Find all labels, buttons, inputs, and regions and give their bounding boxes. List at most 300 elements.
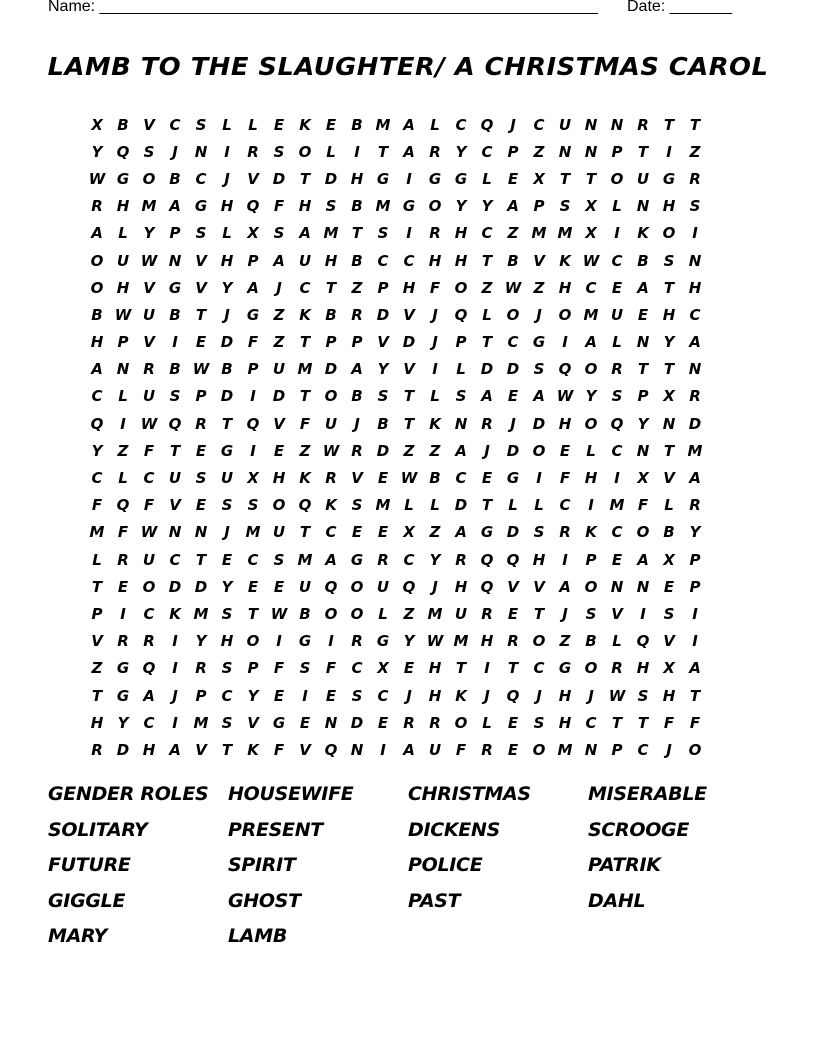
grid-letter: M	[323, 224, 339, 243]
grid-letter: O	[324, 387, 338, 406]
grid-letter: I	[302, 686, 308, 705]
grid-letter: U	[142, 550, 156, 569]
grid-letter: J	[536, 686, 542, 705]
grid-letter: W	[322, 441, 340, 460]
grid-letter: L	[482, 305, 492, 324]
grid-letter: P	[91, 604, 103, 623]
grid-letter: M	[557, 224, 573, 243]
grid-letter: G	[298, 632, 312, 651]
grid-letter: A	[91, 360, 103, 379]
grid-letter: O	[584, 659, 598, 678]
grid-letter: D	[376, 441, 390, 460]
grid-letter: O	[506, 305, 520, 324]
grid-letter: N	[558, 142, 572, 161]
grid-letter: E	[273, 441, 285, 460]
grid-letter: K	[455, 686, 467, 705]
grid-letter: U	[298, 251, 312, 270]
grid-letter: E	[507, 169, 519, 188]
grid-letter: M	[297, 360, 313, 379]
grid-letter: I	[172, 333, 178, 352]
grid-letter: E	[195, 441, 207, 460]
grid-letter: P	[611, 142, 623, 161]
grid-letter: M	[687, 441, 703, 460]
grid-letter: A	[91, 224, 103, 243]
grid-letter: E	[637, 305, 649, 324]
grid-letter: D	[272, 169, 286, 188]
grid-letter: B	[351, 387, 363, 406]
grid-letter: Y	[377, 360, 389, 379]
grid-letter: Y	[689, 523, 701, 542]
grid-letter: V	[533, 251, 545, 270]
grid-letter: B	[299, 604, 311, 623]
grid-letter: R	[481, 414, 493, 433]
grid-letter: Q	[298, 496, 312, 515]
grid-letter: W	[140, 251, 158, 270]
grid-letter: D	[324, 169, 338, 188]
grid-letter: C	[533, 115, 545, 134]
grid-letter: A	[455, 441, 467, 460]
grid-letter: D	[688, 414, 702, 433]
grid-letter: Y	[481, 197, 493, 216]
grid-letter: B	[91, 305, 103, 324]
grid-letter: X	[247, 469, 259, 488]
grid-letter: J	[510, 414, 516, 433]
grid-letter: H	[402, 278, 416, 297]
grid-letter: L	[430, 496, 440, 515]
grid-letter: H	[662, 305, 676, 324]
grid-letter: O	[142, 577, 156, 596]
grid-letter: H	[220, 197, 234, 216]
grid-letter: W	[140, 414, 158, 433]
grid-letter: Q	[480, 115, 494, 134]
grid-letter: X	[91, 115, 103, 134]
grid-letter: E	[507, 713, 519, 732]
grid-letter: A	[533, 387, 545, 406]
grid-letter: B	[377, 414, 389, 433]
grid-letter: A	[169, 197, 181, 216]
grid-letter: Z	[481, 278, 493, 297]
grid-letter: O	[532, 740, 546, 759]
grid-letter: W	[400, 469, 418, 488]
grid-letter: I	[276, 632, 282, 651]
grid-letter: F	[689, 713, 701, 732]
grid-letter: A	[637, 278, 649, 297]
grid-letter: C	[611, 441, 623, 460]
grid-letter: D	[506, 360, 520, 379]
grid-letter: R	[429, 142, 441, 161]
grid-letter: Q	[324, 740, 338, 759]
grid-letter: O	[142, 169, 156, 188]
grid-letter: B	[351, 251, 363, 270]
grid-letter: C	[455, 469, 467, 488]
grid-letter: M	[141, 197, 157, 216]
word-list-item: GENDER ROLES	[48, 783, 209, 805]
grid-letter: R	[637, 115, 649, 134]
grid-letter: B	[351, 115, 363, 134]
grid-letter: K	[299, 305, 311, 324]
grid-letter: I	[614, 469, 620, 488]
grid-letter: D	[324, 360, 338, 379]
grid-letter: Y	[221, 278, 233, 297]
grid-letter: A	[247, 278, 259, 297]
grid-letter: T	[637, 360, 649, 379]
grid-letter: T	[91, 686, 103, 705]
grid-letter: M	[297, 550, 313, 569]
grid-letter: C	[377, 686, 389, 705]
grid-letter: R	[403, 713, 415, 732]
grid-letter: R	[507, 632, 519, 651]
grid-letter: T	[585, 169, 597, 188]
grid-letter: H	[454, 251, 468, 270]
grid-letter: I	[484, 659, 490, 678]
grid-letter: R	[195, 659, 207, 678]
grid-letter: O	[584, 577, 598, 596]
grid-letter: J	[172, 142, 178, 161]
grid-letter: N	[610, 577, 624, 596]
grid-letter: R	[247, 142, 259, 161]
grid-letter: D	[350, 713, 364, 732]
grid-letter: S	[247, 496, 259, 515]
grid-letter: I	[666, 142, 672, 161]
grid-letter: B	[325, 305, 337, 324]
grid-letter: T	[299, 333, 311, 352]
grid-letter: C	[351, 659, 363, 678]
grid-letter: H	[350, 169, 364, 188]
grid-letter: Z	[273, 333, 285, 352]
grid-letter: G	[428, 169, 442, 188]
grid-letter: H	[558, 414, 572, 433]
grid-letter: S	[663, 604, 675, 623]
grid-letter: F	[663, 713, 675, 732]
grid-letter: N	[454, 414, 468, 433]
grid-letter: L	[612, 197, 622, 216]
grid-letter: R	[611, 659, 623, 678]
grid-letter: C	[481, 224, 493, 243]
grid-letter: L	[222, 224, 232, 243]
grid-letter: H	[558, 686, 572, 705]
grid-letter: Q	[506, 686, 520, 705]
grid-letter: Z	[299, 441, 311, 460]
grid-letter: A	[689, 659, 701, 678]
grid-letter: C	[247, 550, 259, 569]
grid-letter: T	[481, 333, 493, 352]
grid-letter: C	[533, 659, 545, 678]
grid-letter: E	[403, 659, 415, 678]
grid-letter: P	[325, 333, 337, 352]
grid-letter: N	[662, 414, 676, 433]
grid-letter: S	[585, 604, 597, 623]
grid-letter: G	[116, 686, 130, 705]
grid-letter: A	[143, 686, 155, 705]
grid-letter: D	[220, 387, 234, 406]
grid-letter: N	[688, 251, 702, 270]
grid-letter: V	[507, 577, 519, 596]
grid-letter: X	[663, 387, 675, 406]
grid-letter: D	[194, 577, 208, 596]
grid-letter: R	[117, 632, 129, 651]
grid-letter: Y	[91, 142, 103, 161]
grid-letter: T	[195, 305, 207, 324]
grid-letter: O	[454, 278, 468, 297]
grid-letter: V	[403, 305, 415, 324]
grid-letter: G	[116, 169, 130, 188]
grid-letter: B	[429, 469, 441, 488]
grid-letter: D	[506, 523, 520, 542]
grid-letter: W	[504, 278, 522, 297]
grid-letter: I	[406, 224, 412, 243]
grid-letter: E	[325, 115, 337, 134]
grid-letter: W	[114, 305, 132, 324]
grid-letter: Z	[403, 604, 415, 623]
grid-letter: M	[245, 523, 261, 542]
grid-letter: L	[404, 496, 414, 515]
grid-letter: G	[116, 659, 130, 678]
grid-letter: A	[169, 740, 181, 759]
grid-letter: F	[455, 740, 467, 759]
grid-letter: C	[611, 251, 623, 270]
grid-letter: E	[611, 278, 623, 297]
grid-letter: E	[377, 523, 389, 542]
grid-letter: O	[350, 577, 364, 596]
grid-letter: A	[507, 197, 519, 216]
grid-letter: L	[586, 441, 596, 460]
grid-letter: G	[272, 713, 286, 732]
grid-letter: P	[455, 333, 467, 352]
grid-letter: Y	[143, 224, 155, 243]
grid-letter: O	[584, 360, 598, 379]
grid-letter: L	[508, 496, 518, 515]
grid-letter: P	[533, 197, 545, 216]
grid-letter: P	[195, 387, 207, 406]
grid-letter: J	[406, 686, 412, 705]
grid-letter: M	[583, 305, 599, 324]
grid-letter: I	[354, 142, 360, 161]
grid-letter: S	[195, 115, 207, 134]
grid-letter: H	[324, 251, 338, 270]
grid-letter: S	[663, 251, 675, 270]
grid-letter: J	[484, 686, 490, 705]
grid-letter: I	[172, 659, 178, 678]
grid-letter: Q	[90, 414, 104, 433]
grid-letter: T	[559, 169, 571, 188]
grid-letter: U	[168, 469, 182, 488]
grid-letter: C	[325, 523, 337, 542]
grid-letter: T	[663, 360, 675, 379]
grid-row	[84, 736, 708, 763]
grid-letter: T	[481, 496, 493, 515]
grid-letter: U	[428, 740, 442, 759]
grid-letter: V	[273, 414, 285, 433]
grid-letter: X	[663, 659, 675, 678]
grid-letter: N	[194, 142, 208, 161]
grid-letter: T	[377, 142, 389, 161]
grid-letter: V	[377, 333, 389, 352]
grid-letter: B	[637, 251, 649, 270]
grid-letter: D	[220, 333, 234, 352]
grid-letter: C	[585, 713, 597, 732]
grid-letter: S	[377, 224, 389, 243]
grid-letter: P	[169, 224, 181, 243]
grid-letter: Y	[195, 632, 207, 651]
grid-letter: G	[454, 169, 468, 188]
grid-letter: K	[585, 523, 597, 542]
grid-row	[84, 301, 708, 328]
grid-letter: R	[143, 360, 155, 379]
grid-row	[84, 709, 708, 736]
grid-letter: A	[559, 577, 571, 596]
grid-letter: O	[610, 169, 624, 188]
grid-letter: N	[688, 360, 702, 379]
grid-letter: J	[510, 115, 516, 134]
grid-letter: S	[533, 360, 545, 379]
grid-letter: F	[299, 414, 311, 433]
grid-letter: V	[533, 577, 545, 596]
grid-letter: M	[375, 115, 391, 134]
grid-letter: S	[689, 197, 701, 216]
grid-letter: Z	[559, 632, 571, 651]
grid-letter: P	[247, 659, 259, 678]
grid-letter: S	[637, 686, 649, 705]
grid-letter: C	[143, 604, 155, 623]
grid-letter: J	[224, 523, 230, 542]
grid-letter: O	[636, 523, 650, 542]
grid-letter: T	[507, 659, 519, 678]
grid-letter: B	[221, 360, 233, 379]
grid-letter: Q	[246, 414, 260, 433]
grid-letter: K	[325, 496, 337, 515]
grid-letter: O	[298, 142, 312, 161]
grid-letter: X	[663, 550, 675, 569]
grid-letter: I	[588, 496, 594, 515]
grid-letter: K	[169, 604, 181, 623]
grid-letter: J	[432, 577, 438, 596]
grid-letter: S	[143, 142, 155, 161]
grid-letter: P	[351, 333, 363, 352]
grid-letter: A	[585, 333, 597, 352]
grid-letter: B	[663, 523, 675, 542]
grid-letter: L	[612, 333, 622, 352]
grid-letter: E	[195, 496, 207, 515]
grid-letter: S	[533, 713, 545, 732]
grid-letter: H	[90, 333, 104, 352]
grid-row	[84, 247, 708, 274]
grid-letter: S	[455, 387, 467, 406]
grid-row	[84, 111, 708, 138]
grid-letter: U	[116, 251, 130, 270]
grid-letter: T	[247, 604, 259, 623]
grid-letter: W	[582, 251, 600, 270]
grid-letter: J	[172, 686, 178, 705]
grid-letter: N	[636, 441, 650, 460]
grid-letter: U	[142, 387, 156, 406]
grid-letter: N	[168, 523, 182, 542]
grid-letter: L	[378, 604, 388, 623]
grid-letter: Q	[168, 414, 182, 433]
grid-letter: H	[298, 197, 312, 216]
grid-letter: G	[376, 169, 390, 188]
grid-letter: I	[562, 550, 568, 569]
grid-letter: O	[532, 632, 546, 651]
grid-row	[84, 274, 708, 301]
grid-letter: S	[325, 197, 337, 216]
grid-letter: G	[532, 333, 546, 352]
grid-letter: G	[506, 469, 520, 488]
grid-letter: E	[273, 115, 285, 134]
grid-letter: V	[195, 278, 207, 297]
grid-letter: R	[481, 740, 493, 759]
grid-letter: V	[169, 496, 181, 515]
grid-letter: E	[507, 604, 519, 623]
grid-letter: Q	[558, 360, 572, 379]
grid-letter: C	[91, 387, 103, 406]
grid-letter: N	[636, 197, 650, 216]
grid-letter: J	[432, 305, 438, 324]
grid-letter: G	[220, 441, 234, 460]
grid-letter: U	[636, 169, 650, 188]
grid-letter: O	[454, 713, 468, 732]
grid-row	[84, 628, 708, 655]
grid-letter: F	[325, 659, 337, 678]
grid-letter: T	[663, 278, 675, 297]
grid-letter: R	[351, 441, 363, 460]
grid-letter: G	[194, 197, 208, 216]
grid-letter: A	[637, 550, 649, 569]
grid-letter: F	[273, 659, 285, 678]
word-list-item: SOLITARY	[48, 818, 148, 841]
grid-row	[84, 193, 708, 220]
grid-letter: Y	[585, 387, 597, 406]
grid-letter: A	[351, 360, 363, 379]
grid-letter: H	[662, 686, 676, 705]
grid-letter: G	[558, 659, 572, 678]
grid-letter: L	[456, 360, 466, 379]
grid-letter: H	[428, 659, 442, 678]
grid-letter: C	[403, 251, 415, 270]
grid-letter: R	[377, 550, 389, 569]
grid-letter: A	[689, 469, 701, 488]
grid-letter: Y	[91, 441, 103, 460]
grid-letter: S	[299, 659, 311, 678]
grid-letter: T	[403, 387, 415, 406]
grid-letter: F	[273, 740, 285, 759]
grid-letter: I	[640, 604, 646, 623]
grid-letter: J	[224, 169, 230, 188]
grid-letter: S	[221, 659, 233, 678]
grid-letter: G	[402, 197, 416, 216]
grid-letter: V	[195, 740, 207, 759]
grid-letter: T	[325, 278, 337, 297]
grid-letter: J	[276, 278, 282, 297]
grid-letter: J	[354, 414, 360, 433]
grid-letter: R	[351, 305, 363, 324]
grid-letter: H	[480, 632, 494, 651]
grid-letter: P	[247, 360, 259, 379]
grid-letter: C	[169, 550, 181, 569]
grid-letter: W	[608, 686, 626, 705]
grid-letter: Z	[429, 441, 441, 460]
grid-letter: J	[588, 686, 594, 705]
grid-letter: L	[482, 713, 492, 732]
grid-letter: C	[195, 169, 207, 188]
grid-letter: M	[375, 197, 391, 216]
grid-letter: U	[298, 577, 312, 596]
grid-letter: S	[533, 523, 545, 542]
grid-letter: F	[247, 333, 259, 352]
grid-letter: K	[299, 115, 311, 134]
grid-letter: E	[611, 550, 623, 569]
grid-letter: U	[454, 604, 468, 623]
grid-letter: Y	[663, 333, 675, 352]
